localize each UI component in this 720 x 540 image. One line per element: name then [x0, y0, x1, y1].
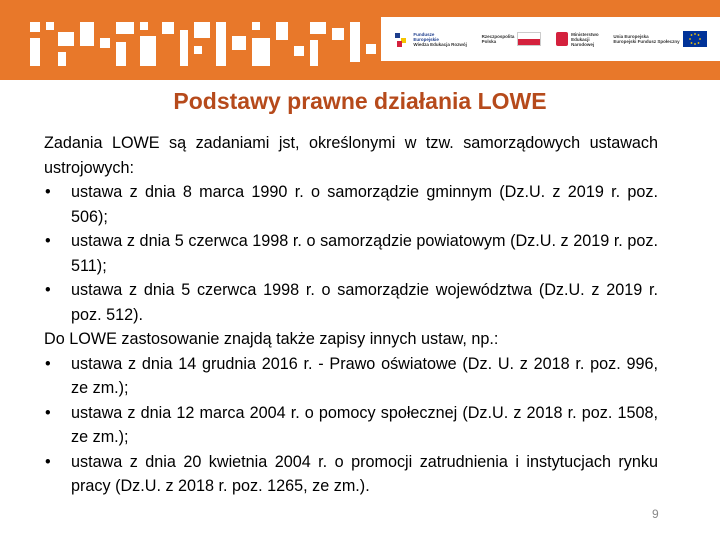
logo-min-line-3: Narodowej — [571, 41, 595, 47]
intro-text: Zadania LOWE są zadaniami jst, określonymi w tzw. samorządowych ustawach ustrojowych: — [44, 134, 658, 177]
list-item: • ustawa z dnia 8 marca 1990 r. o samorządzie gminnym (Dz.U. z 2019 r. poz. 506); — [44, 180, 658, 229]
logo-unia-europejska — [613, 24, 706, 54]
slide-title: Podstawy prawne działania LOWE — [173, 88, 547, 114]
other-laws-list — [44, 352, 658, 499]
list-item: • ustawa z dnia 12 marca 2004 r. o pomocy społecznej (Dz.U. z 2018 r. poz. 1508, ze zm.); — [44, 401, 658, 450]
logo-ue-line-1: Unia Europejska — [613, 34, 649, 39]
other-laws-intro: Do LOWE zastosowanie znajdą także zapisy innych ustaw, np.: — [44, 330, 499, 348]
list-item: • ustawa z dnia 20 kwietnia 2004 r. o promocji zatrudnienia i instytucjach rynku pracy (Dz.U. z 2018 r. poz. 1265, ze zm.). — [44, 450, 658, 499]
fundusze-europejskie-icon — [394, 29, 410, 49]
eu-flag-icon — [683, 31, 707, 47]
logo-min-line-2: Edukacji — [571, 36, 590, 42]
list-item: • ustawa z dnia 5 czerwca 1998 r. o samorządzie powiatowym (Dz.U. z 2019 r. poz. 511); — [44, 229, 658, 278]
logo-fe-line-3: Wiedza Edukacja Rozwój — [413, 41, 467, 47]
logo-min-line-1: Ministerstwo — [571, 31, 599, 37]
logo-rzeczpospolita-polska — [482, 24, 542, 54]
logo-fundusze-europejskie — [394, 24, 466, 54]
logo-bar — [381, 17, 720, 61]
header-band — [0, 0, 720, 80]
logo-rp-line-1: Rzeczpospolita — [481, 34, 515, 39]
logo-fe-line-1: Fundusze — [413, 31, 435, 37]
list-item: • ustawa z dnia 14 grudnia 2016 r. - Prawo oświatowe (Dz. U. z 2018 r. poz. 996, ze zm.); — [44, 352, 658, 401]
logo-rp-line-2: Polska — [481, 39, 497, 44]
eagle-emblem-icon — [556, 32, 568, 46]
polish-flag-icon — [517, 32, 541, 46]
list-item: • ustawa z dnia 5 czerwca 1998 r. o samorządzie województwa (Dz.U. z 2019 r. poz. 512). — [44, 278, 658, 327]
slide-content — [44, 131, 658, 499]
logo-fe-line-2: Europejskie — [413, 36, 439, 42]
logo-ue-line-2: Europejski Fundusz Społeczny — [613, 39, 680, 44]
logo-ministerstwo — [556, 24, 599, 54]
page-number: 9 — [652, 507, 659, 521]
primary-laws-list — [44, 180, 658, 327]
